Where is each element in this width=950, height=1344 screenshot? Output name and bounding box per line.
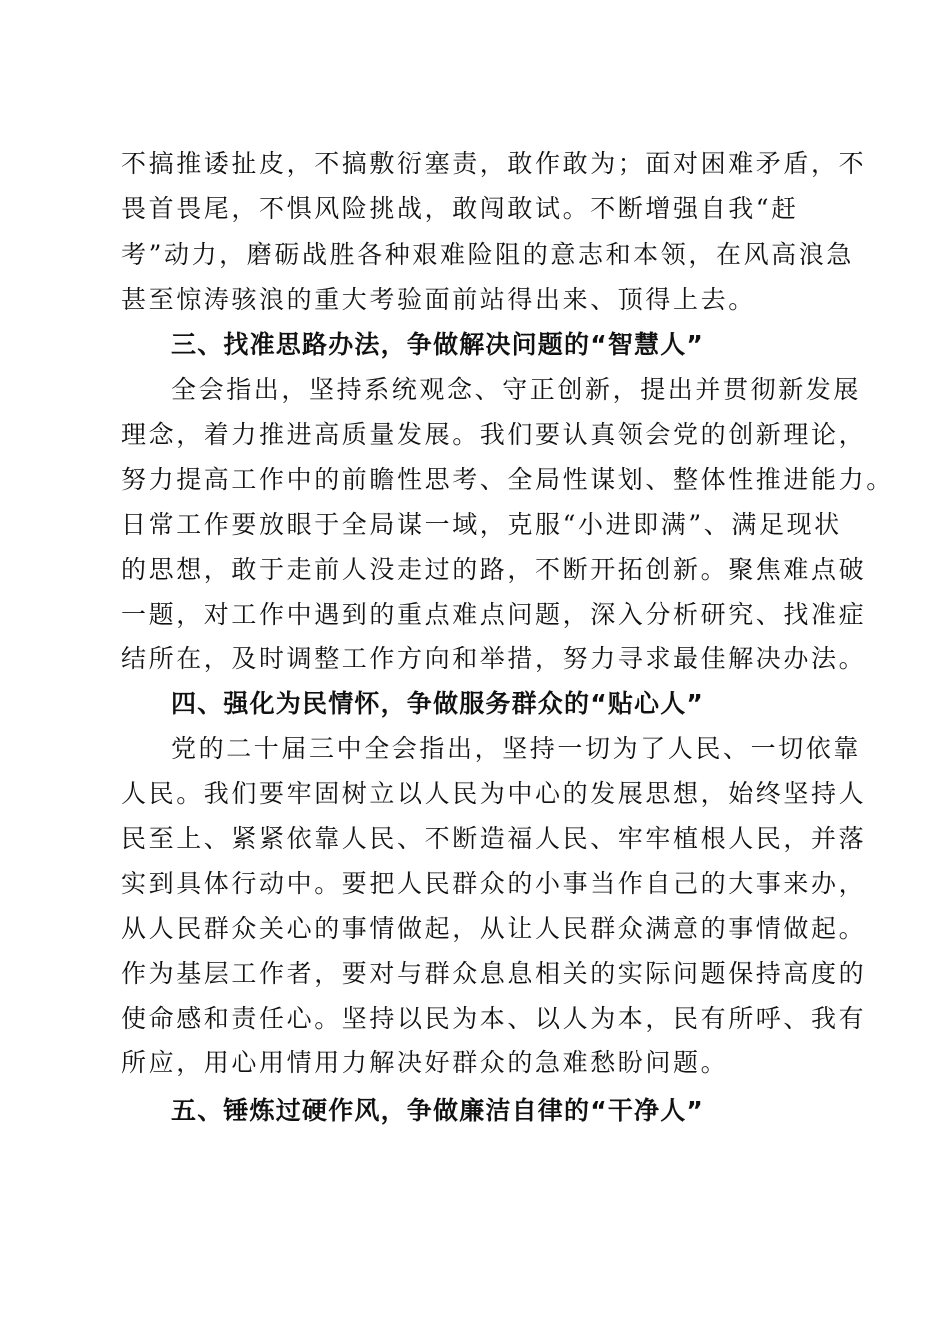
paragraph-line: 民至上、紧紧依靠人民、不断造福人民、牢牢植根人民，并落 xyxy=(121,824,867,853)
paragraph-line: 一题，对工作中遇到的重点难点问题，深入分析研究、找准症 xyxy=(121,600,867,629)
paragraph-line: 从人民群众关心的事情做起，从让人民群众满意的事情做起。 xyxy=(121,914,867,943)
paragraph-line: 全会指出，坚持系统观念、守正创新，提出并贯彻新发展 xyxy=(171,375,862,404)
paragraph-line: 考”动力，磨砺战胜各种艰难险阻的意志和本领，在风高浪急 xyxy=(121,240,854,269)
section-heading-3: 三、找准思路办法，争做解决问题的“智慧人” xyxy=(171,330,705,359)
paragraph-line: 实到具体行动中。要把人民群众的小事当作自己的大事来办， xyxy=(121,869,867,898)
paragraph-line: 使命感和责任心。坚持以民为本、以人为本，民有所呼、我有 xyxy=(121,1004,867,1033)
paragraph-line: 日常工作要放眼于全局谋一域，克服“小进即满”、满足现状 xyxy=(121,510,842,539)
paragraph-line: 党的二十届三中全会指出，坚持一切为了人民、一切依靠 xyxy=(171,734,862,763)
paragraph-line: 努力提高工作中的前瞻性思考、全局性谋划、整体性推进能力。 xyxy=(121,465,894,494)
paragraph-line: 作为基层工作者，要对与群众息息相关的实际问题保持高度的 xyxy=(121,959,867,988)
paragraph-line: 甚至惊涛骇浪的重大考验面前站得出来、顶得上去。 xyxy=(121,285,756,314)
paragraph-line: 不搞推诿扯皮，不搞敷衍塞责，敢作敢为；面对困难矛盾，不 xyxy=(121,149,867,178)
paragraph-line: 畏首畏尾，不惧风险挑战，敢闯敢试。不断增强自我“赶 xyxy=(121,194,799,223)
paragraph-line: 所应，用心用情用力解决好群众的急难愁盼问题。 xyxy=(121,1048,729,1077)
paragraph-line: 的思想，敢于走前人没走过的路，不断开拓创新。聚焦难点破 xyxy=(121,555,867,584)
paragraph-line: 理念，着力推进高质量发展。我们要认真领会党的创新理论， xyxy=(121,420,867,449)
section-heading-4: 四、强化为民情怀，争做服务群众的“贴心人” xyxy=(171,689,705,718)
paragraph-line: 人民。我们要牢固树立以人民为中心的发展思想，始终坚持人 xyxy=(121,779,867,808)
section-heading-5: 五、锤炼过硬作风，争做廉洁自律的“干净人” xyxy=(171,1096,705,1125)
paragraph-line: 结所在，及时调整工作方向和举措，努力寻求最佳解决办法。 xyxy=(121,644,867,673)
